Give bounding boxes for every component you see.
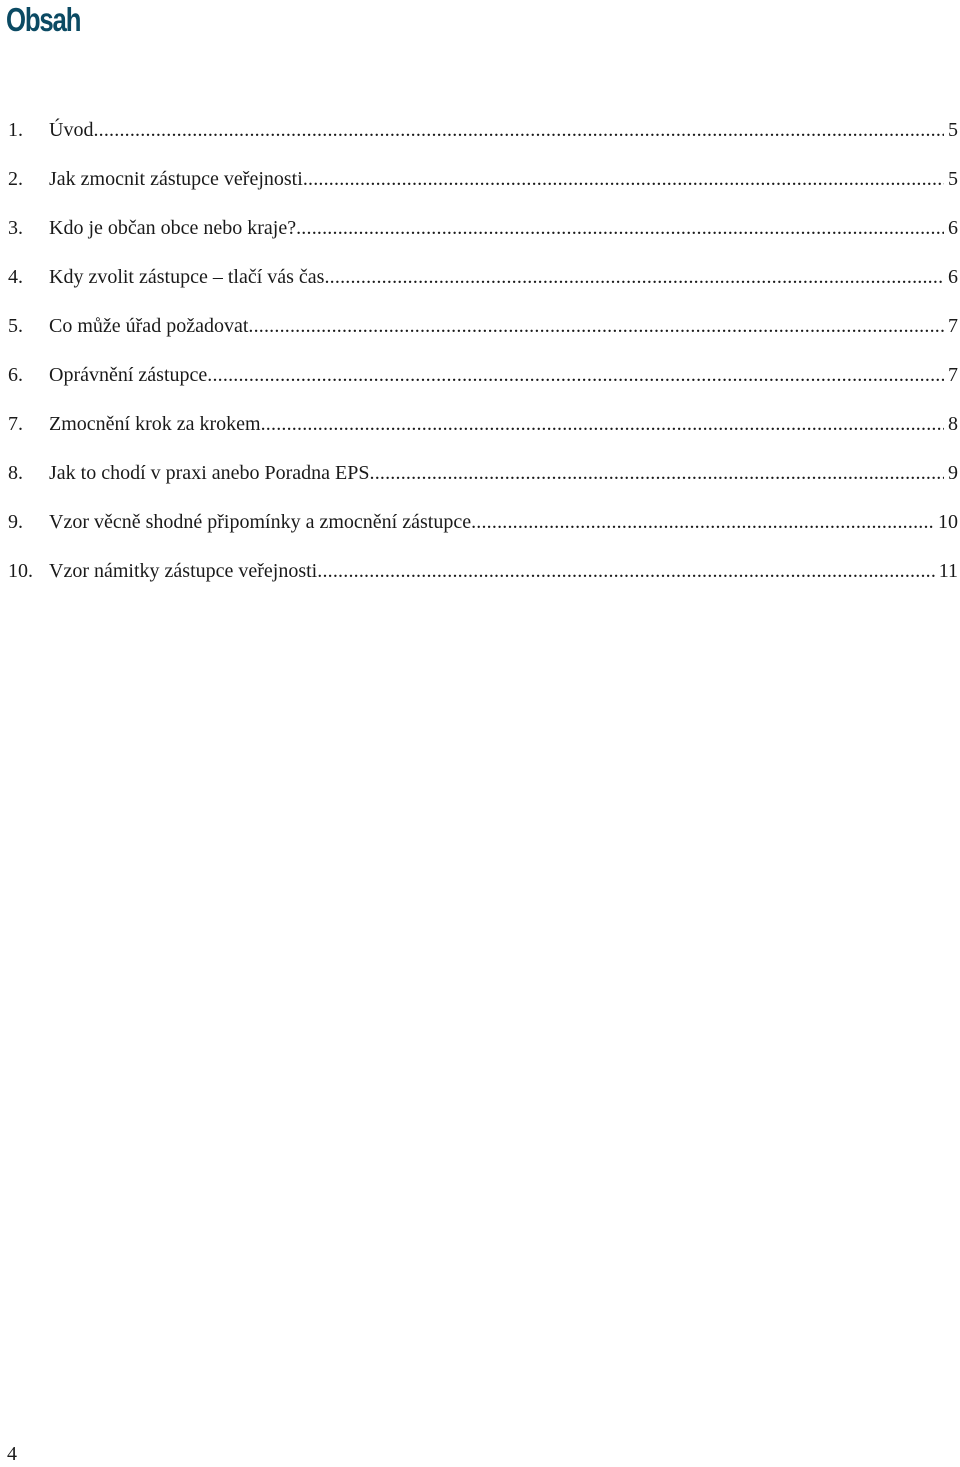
toc-entry-number: 4. bbox=[8, 266, 23, 288]
toc-dot-leader bbox=[296, 210, 944, 246]
toc-entry[interactable] bbox=[8, 357, 958, 406]
toc-entry-page: 6 bbox=[948, 266, 958, 288]
page-title: Obsah bbox=[6, 1, 81, 38]
toc-entry-page: 11 bbox=[938, 560, 958, 582]
toc-entry-page: 10 bbox=[938, 511, 958, 533]
toc-entry-page: 7 bbox=[948, 364, 958, 386]
toc-entry-page: 9 bbox=[948, 462, 958, 484]
page-number: 4 bbox=[7, 1443, 17, 1465]
toc-entry-page: 5 bbox=[948, 168, 958, 190]
toc-entry[interactable] bbox=[8, 406, 958, 455]
toc-entry-title: Jak to chodí v praxi anebo Poradna EPS bbox=[49, 462, 370, 484]
toc-entry-number: 6. bbox=[8, 364, 23, 386]
toc-dot-leader bbox=[207, 357, 944, 393]
toc-entry-number: 3. bbox=[8, 217, 23, 239]
toc-entry-title: Úvod bbox=[49, 119, 94, 141]
toc-dot-leader bbox=[471, 504, 934, 540]
toc-entry-number: 10. bbox=[8, 560, 33, 582]
toc-dot-leader bbox=[248, 308, 944, 344]
toc-entry-title: Vzor námitky zástupce veřejnosti bbox=[49, 560, 318, 582]
toc-entry[interactable] bbox=[8, 210, 958, 259]
toc-entry[interactable] bbox=[8, 504, 958, 553]
toc-entry-number: 9. bbox=[8, 511, 23, 533]
toc-entry-title: Vzor věcně shodné připomínky a zmocnění zástupce bbox=[49, 511, 472, 533]
toc-entry[interactable] bbox=[8, 308, 958, 357]
toc-entry-title: Kdo je občan obce nebo kraje? bbox=[49, 217, 297, 239]
toc-entry-title: Jak zmocnit zástupce veřejnosti bbox=[49, 168, 303, 190]
toc-entry-page: 6 bbox=[948, 217, 958, 239]
toc-entry-number: 5. bbox=[8, 315, 23, 337]
toc-entry-title: Zmocnění krok za krokem bbox=[49, 413, 261, 435]
toc-entry[interactable] bbox=[8, 112, 958, 161]
toc-entry-number: 8. bbox=[8, 462, 23, 484]
toc-dot-leader bbox=[324, 259, 944, 295]
toc-entry-title: Kdy zvolit zástupce – tlačí vás čas bbox=[49, 266, 325, 288]
toc-entry-page: 5 bbox=[948, 119, 958, 141]
toc-dot-leader bbox=[261, 406, 944, 442]
toc-entry[interactable] bbox=[8, 259, 958, 308]
toc-entry[interactable] bbox=[8, 455, 958, 504]
toc-entry[interactable] bbox=[8, 161, 958, 210]
toc-entry-title: Co může úřad požadovat bbox=[49, 315, 249, 337]
toc-dot-leader bbox=[370, 455, 945, 491]
toc-entry-number: 1. bbox=[8, 119, 23, 141]
toc-dot-leader bbox=[303, 161, 944, 197]
table-of-contents bbox=[8, 112, 958, 602]
toc-entry-number: 2. bbox=[8, 168, 23, 190]
toc-entry-page: 7 bbox=[948, 315, 958, 337]
toc-dot-leader bbox=[93, 112, 944, 148]
toc-entry[interactable] bbox=[8, 553, 958, 602]
toc-entry-page: 8 bbox=[948, 413, 958, 435]
toc-entry-number: 7. bbox=[8, 413, 23, 435]
toc-entry-title: Oprávnění zástupce bbox=[49, 364, 208, 386]
toc-dot-leader bbox=[317, 553, 934, 589]
